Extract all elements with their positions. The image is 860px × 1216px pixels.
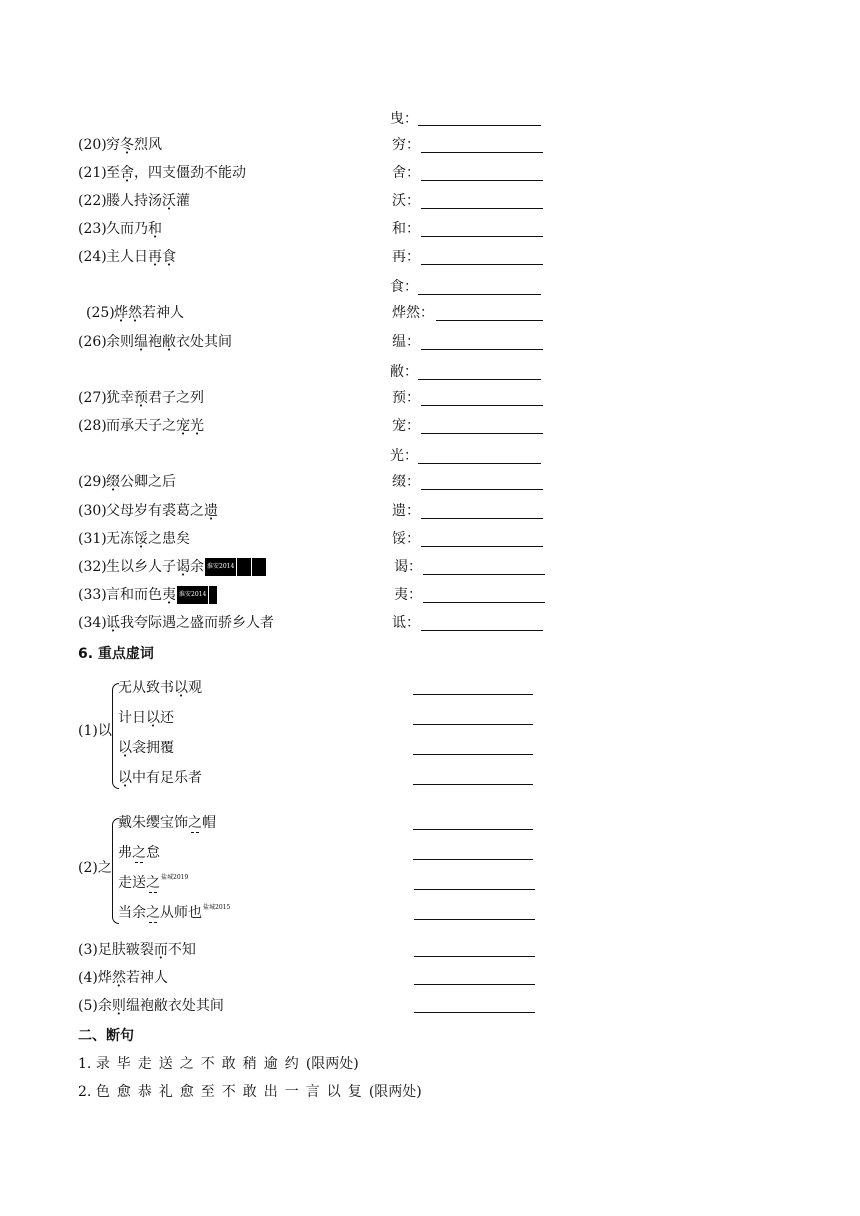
group-line: 以中有足乐者 [118,770,202,786]
answer-blank[interactable] [421,630,543,631]
item-number: (20) [78,137,107,153]
function-word-item: (4)烨然若神人 [78,970,168,986]
item-number: (34) [78,615,107,631]
group-line: 以衾拥覆 [118,740,174,756]
item-text: 主人日再食 [106,249,176,265]
answer-label: 缀： [392,474,420,490]
answer-blank[interactable] [421,546,543,547]
answer-blank[interactable] [413,859,533,860]
item-text: 穷冬烈风 [106,137,162,153]
answer-blank[interactable] [423,602,545,603]
item-note: (限两处) [368,1084,422,1100]
source-tag: 淮安2014 [177,586,208,604]
answer-blank[interactable] [414,889,535,890]
answer-label: 再： [392,249,420,265]
punctuation-item [78,1083,422,1101]
group-label-yi: (1)以 [78,723,112,739]
item-text: 烨然若神人 [114,305,184,321]
item-number: (29) [78,474,107,490]
item-text: 诋我夸际遇之盛而骄乡人者 [106,615,274,631]
answer-blank[interactable] [418,463,541,464]
group-line: 戴朱缨宝饰之帽 [118,815,216,831]
answer-blank[interactable] [418,125,541,126]
item-text: 言和而色夷 淮安2014 [106,586,217,604]
function-word-item: (3)足肤皲裂而不知 [78,942,196,958]
item-number: 2. [78,1084,96,1100]
item-text: 缀公卿之后 [106,474,176,490]
item-text: 无冻馁之患矣 [106,531,190,547]
answer-label: 遗： [392,503,420,519]
answer-label: 穷： [392,137,420,153]
group-line: 计日以还 [118,710,174,726]
answer-blank[interactable] [421,236,543,237]
item-number: (22) [78,193,107,209]
item-note: (限两处) [305,1056,359,1072]
item-text: 余则缊袍敝衣处其间 [106,334,232,350]
group-label-zhi: (2)之 [78,860,112,876]
answer-blank[interactable] [421,433,543,434]
source-tag: 淮安2014 [205,558,236,576]
item-number: (31) [78,531,107,547]
answer-label: 诋： [392,615,420,631]
answer-blank[interactable] [414,984,535,985]
answer-blank[interactable] [414,919,535,920]
item-number: (28) [78,418,107,434]
answer-label: 曳： [390,111,418,127]
answer-label: 舍： [392,165,420,181]
answer-blank[interactable] [436,320,543,321]
source-tag: 盐城2015 [203,904,231,911]
item-text: 至舍，四支僵劲不能动 [106,165,246,181]
item-text: 犹幸预君子之列 [106,390,204,406]
item-number: (32) [78,559,107,575]
answer-blank[interactable] [421,349,543,350]
answer-blank[interactable] [423,574,545,575]
item-text: 生以乡人子谒余 淮安2014 [106,558,266,576]
answer-label: 谒： [394,559,422,575]
answer-label: 夷： [394,587,422,603]
answer-label: 敝： [390,364,418,380]
answer-blank[interactable] [421,208,543,209]
punctuation-item [78,1055,359,1073]
answer-label: 光： [390,448,418,464]
group-line: 当余之从师也$^{盐城2015}$ [118,904,231,921]
section-heading-punctuation: 二、断句 [78,1028,134,1044]
answer-blank[interactable] [418,379,541,380]
item-text: 而承天子之宠光 [106,418,204,434]
answer-blank[interactable] [413,784,533,785]
item-number: 1. [78,1056,96,1072]
group-line: 无从致书以观 [118,680,202,696]
answer-blank[interactable] [414,1012,535,1013]
answer-label: 和： [392,221,420,237]
item-number: (23) [78,221,107,237]
item-text: 父母岁有裘葛之遗 [106,503,218,519]
punctuation-text[interactable]: 色愈恭礼愈至不敢出一言以复 [95,1084,369,1100]
item-number: (30) [78,503,107,519]
section-heading-function-words: 6. 重点虚词 [78,646,154,662]
answer-label: 馁： [392,531,420,547]
answer-blank[interactable] [413,829,533,830]
answer-label: 缊： [392,334,420,350]
item-number: (25) [86,305,115,321]
answer-blank[interactable] [414,956,535,957]
answer-blank[interactable] [421,152,543,153]
answer-label: 预： [392,390,420,406]
item-text: 媵人持汤沃灌 [106,193,190,209]
answer-label: 烨然： [392,305,434,321]
answer-label: 宠： [392,418,420,434]
group-line: 弗之怠 [118,845,160,861]
item-text: 久而乃和 [106,221,162,237]
answer-label: 沃： [392,193,420,209]
answer-blank[interactable] [418,294,541,295]
punctuation-text[interactable]: 录毕走送之不敢稍逾约 [95,1056,306,1072]
item-number: (24) [78,249,107,265]
answer-blank[interactable] [413,754,533,755]
answer-blank[interactable] [413,694,533,695]
answer-blank[interactable] [421,518,543,519]
item-number: (26) [78,334,107,350]
source-tag: 盐城2019 [161,874,189,881]
group-line: 走送之$^{盐城2019}$ [118,874,189,891]
item-number: (33) [78,587,107,603]
answer-blank[interactable] [421,489,543,490]
item-number: (27) [78,390,107,406]
function-word-item: (5)余则缊袍敝衣处其间 [78,998,224,1014]
answer-blank[interactable] [413,724,533,725]
item-number: (21) [78,165,107,181]
answer-blank[interactable] [421,264,543,265]
answer-blank[interactable] [421,180,543,181]
answer-blank[interactable] [421,405,543,406]
answer-label: 食： [390,279,418,295]
